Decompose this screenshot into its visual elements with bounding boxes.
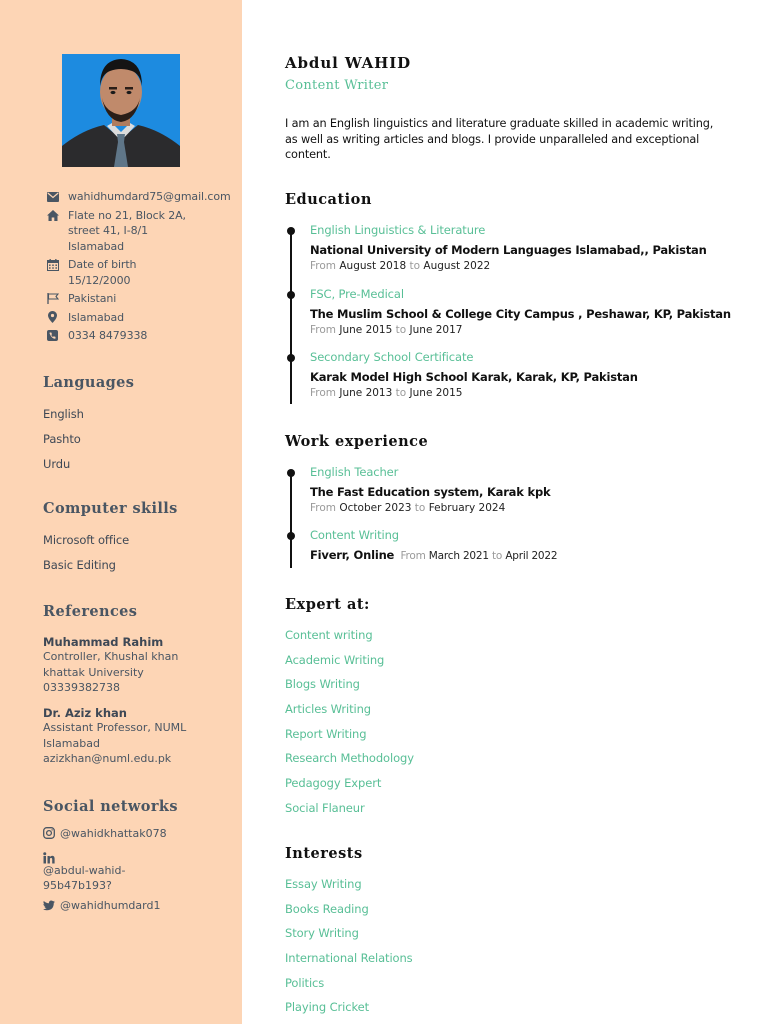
timeline-dot	[287, 469, 295, 477]
timeline-dot	[287, 354, 295, 362]
interest-item: Politics	[285, 975, 325, 990]
profile-summary: I am an English linguistics and literature graduate skilled in academic writing, as well as writing articles and blogs. I provide unparalleled and exceptional content.	[285, 117, 714, 161]
map-pin-icon	[46, 311, 59, 324]
reference-line: 03339382738	[43, 681, 120, 694]
reference-name: Muhammad Rahim	[43, 635, 164, 649]
contact-phone[interactable]	[46, 328, 242, 344]
skill-item: Basic Editing	[43, 558, 116, 572]
entry-organization: National University of Modern Languages Islamabad,, Pakistan	[310, 243, 707, 257]
reference-line: khattak University	[43, 665, 144, 679]
contact-location	[46, 310, 242, 326]
entry-organization: The Fast Education system, Karak kpk	[310, 485, 551, 499]
references-heading: References	[43, 603, 138, 620]
timeline-dot	[287, 227, 295, 235]
expert-item: Content writing	[285, 628, 373, 642]
references-section	[43, 603, 233, 765]
timeline-dot	[287, 291, 295, 299]
languages-heading: Languages	[43, 374, 135, 391]
expert-item: Research Methodology	[285, 751, 414, 766]
interest-item: Books Reading	[285, 901, 369, 916]
computer-skills-section	[43, 500, 233, 572]
address-line-3: Islamabad	[68, 239, 125, 253]
twitter-icon	[43, 899, 55, 911]
phone-text: 0334 8479338	[68, 329, 148, 342]
language-item: Urdu	[43, 457, 71, 471]
profile-photo	[62, 54, 180, 167]
timeline-line	[290, 228, 292, 404]
work-timeline	[285, 465, 745, 569]
job-title: Content Writer	[285, 78, 389, 93]
entry-title: Content Writing	[310, 528, 399, 542]
timeline-line	[290, 470, 292, 568]
calendar-icon	[46, 258, 59, 271]
instagram-link[interactable]	[43, 826, 167, 841]
expert-heading: Expert at:	[285, 596, 370, 613]
language-item: Pashto	[43, 432, 81, 446]
entry-title: English Teacher	[310, 465, 399, 479]
entry-title: Secondary School Certificate	[310, 350, 474, 364]
interests-list	[285, 877, 585, 1024]
nationality-text: Pakistani	[68, 292, 117, 305]
timeline-dot	[287, 532, 295, 540]
interest-item: Playing Cricket	[285, 1000, 370, 1015]
linkedin-link[interactable]	[43, 848, 125, 893]
interest-item: Story Writing	[285, 926, 359, 941]
entry-dates: From June 2015 to June 2017	[310, 324, 463, 336]
reference-line: Controller, Khushal khan	[43, 650, 179, 663]
computer-skills-heading: Computer skills	[43, 500, 178, 517]
entry-title: English Linguistics & Literature	[310, 223, 486, 237]
home-icon	[46, 209, 59, 222]
instagram-handle: @wahidkhattak078	[60, 827, 167, 840]
work-heading: Work experience	[285, 433, 429, 450]
social-heading: Social networks	[43, 798, 178, 815]
reference-line: Assistant Professor, NUML	[43, 721, 187, 734]
language-item: English	[43, 407, 84, 421]
expert-list	[285, 628, 585, 826]
reference-name: Dr. Aziz khan	[43, 706, 127, 720]
expert-item: Articles Writing	[285, 702, 372, 717]
expert-item: Academic Writing	[285, 652, 385, 667]
contact-email[interactable]	[46, 189, 242, 205]
interest-item: Essay Writing	[285, 877, 362, 891]
reference-entry	[43, 706, 186, 767]
full-name: Abdul WAHID	[285, 54, 412, 72]
contact-address	[46, 208, 242, 255]
entry-dates: From June 2013 to June 2015	[310, 387, 463, 399]
interests-heading: Interests	[285, 845, 363, 862]
reference-entry	[43, 635, 178, 696]
dob-label: Date of birth	[68, 258, 137, 271]
twitter-handle: @wahidhumdard1	[60, 899, 161, 912]
entry-title: FSC, Pre-Medical	[310, 287, 404, 301]
envelope-icon	[46, 190, 59, 203]
education-heading: Education	[285, 191, 372, 208]
entry-organization: The Muslim School & College City Campus , Peshawar, KP, Pakistan	[310, 307, 731, 321]
expert-item: Blogs Writing	[285, 677, 360, 692]
twitter-link[interactable]	[43, 898, 160, 913]
location-text: Islamabad	[68, 310, 125, 324]
flag-icon	[46, 292, 59, 305]
linkedin-handle-line: 95b47b193?	[43, 879, 112, 892]
languages-section	[43, 374, 233, 471]
contact-nationality	[46, 291, 242, 307]
address-line-1: Flate no 21, Block 2A,	[68, 208, 186, 222]
entry-dates: From August 2018 to August 2022	[310, 260, 491, 272]
entry-organization: Karak Model High School Karak, Karak, KP, Pakistan	[310, 370, 638, 384]
linkedin-icon	[43, 849, 55, 861]
dob-value: 15/12/2000	[68, 273, 131, 287]
expert-item: Report Writing	[285, 726, 367, 741]
address-line-2: street 41, I-8/1	[68, 224, 148, 237]
reference-line: Islamabad	[43, 736, 100, 750]
education-timeline	[285, 223, 745, 405]
expert-item: Social Flaneur	[285, 800, 365, 815]
entry-dates: From October 2023 to February 2024	[310, 502, 506, 514]
instagram-icon	[43, 827, 55, 839]
interest-item: International Relations	[285, 951, 413, 966]
skill-item: Microsoft office	[43, 533, 130, 547]
social-section	[43, 798, 233, 912]
email-text: wahidhumdard75@gmail.com	[68, 190, 231, 203]
entry-organization-with-dates: Fiverr, Online From March 2021 to April 2022	[310, 548, 558, 562]
reference-line: azizkhan@numl.edu.pk	[43, 752, 172, 765]
contact-dob	[46, 257, 242, 288]
contact-info	[46, 189, 242, 347]
expert-item: Pedagogy Expert	[285, 776, 382, 791]
phone-icon	[46, 329, 59, 342]
linkedin-handle-line: @abdul-wahid-	[43, 864, 126, 877]
